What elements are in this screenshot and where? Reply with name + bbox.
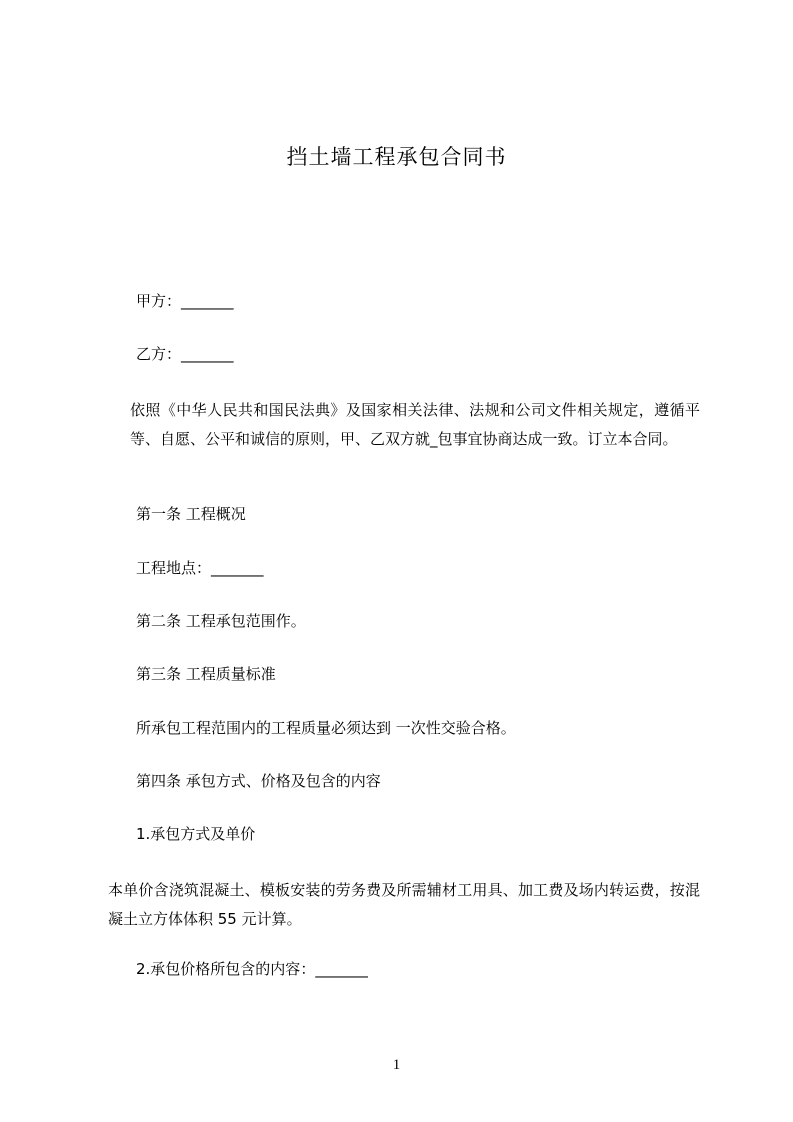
document-title: 挡土墙工程承包合同书 [286, 145, 507, 169]
preamble-text: 依照《中华人民共和国民法典》及国家相关法律、法规和公司文件相关规定，遵循平等、自愿、公平和诚信的原则，甲、乙双方就_包事宜协商达成一致。订立本合同。 [130, 401, 700, 448]
item-2-heading: 2.承包价格所包含的内容：_______ [136, 960, 368, 978]
preamble-paragraph [130, 396, 700, 454]
site-location-line: 工程地点：_______ [136, 559, 264, 577]
party-a-line: 甲方：_______ [136, 292, 234, 310]
page-number: 1 [392, 1057, 401, 1073]
article-1-heading: 第一条 工程概况 [136, 505, 246, 523]
article-3-heading: 第三条 工程质量标准 [136, 665, 276, 683]
unit-price-text: 本单价含浇筑混凝土、模板安装的劳务费及所需辅材工用具、加工费及场内转运费，按混凝土立方体体积 55 元计算。 [108, 881, 700, 928]
party-b-line: 乙方：_______ [136, 345, 234, 363]
article-4-heading: 第四条 承包方式、价格及包含的内容 [136, 772, 381, 790]
article-2-heading: 第二条 工程承包范围作。 [136, 612, 306, 630]
quality-standard-text: 所承包工程范围内的工程质量必须达到 一次性交验合格。 [136, 719, 516, 737]
unit-price-paragraph [108, 876, 700, 934]
item-1-heading: 1.承包方式及单价 [136, 825, 256, 843]
